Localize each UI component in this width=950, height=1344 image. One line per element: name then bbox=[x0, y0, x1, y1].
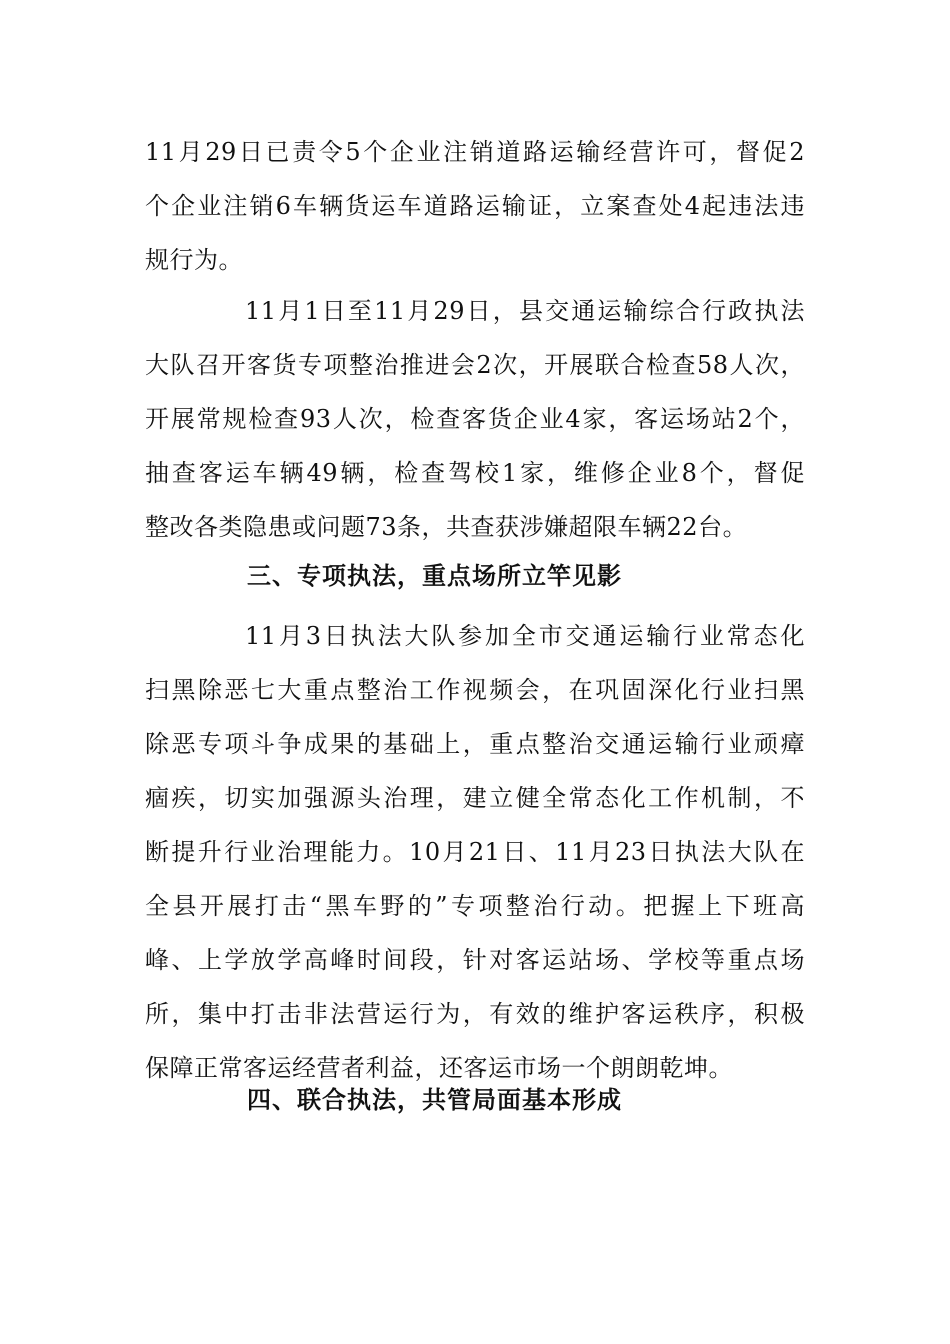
section-heading-4: 四、联合执法，共管局面基本形成 bbox=[247, 1086, 622, 1114]
paragraph-2 bbox=[145, 284, 805, 554]
paragraph-line: 扫黑除恶七大重点整治工作视频会，在巩固深化行业扫黑 bbox=[145, 676, 805, 704]
paragraph-line: 保障正常客运经营者利益，还客运市场一个朗朗乾坤。 bbox=[145, 1054, 733, 1082]
paragraph-line: 个企业注销6车辆货运车道路运输证，立案查处4起违法违 bbox=[145, 192, 805, 220]
paragraph-line: 大队召开客货专项整治推进会2次，开展联合检查58人次， bbox=[145, 351, 805, 379]
paragraph-line: 开展常规检查93人次，检查客货企业4家，客运场站2个， bbox=[145, 405, 805, 433]
paragraph-line: 痼疾，切实加强源头治理，建立健全常态化工作机制，不 bbox=[145, 784, 805, 812]
paragraph-line: 规行为。 bbox=[145, 246, 243, 274]
paragraph-line: 峰、上学放学高峰时间段，针对客运站场、学校等重点场 bbox=[145, 946, 805, 974]
paragraph-line: 断提升行业治理能力。10月21日、11月23日执法大队在 bbox=[145, 838, 805, 866]
paragraph-line: 整改各类隐患或问题73条，共查获涉嫌超限车辆22台。 bbox=[145, 513, 748, 541]
paragraph-line: 抽查客运车辆49辆，检查驾校1家，维修企业8个，督促 bbox=[145, 459, 805, 487]
paragraph-3 bbox=[145, 609, 805, 1095]
paragraph-line: 11月29日已责令5个企业注销道路运输经营许可，督促2 bbox=[145, 138, 805, 166]
paragraph-1 bbox=[145, 125, 805, 287]
paragraph-line: 11月1日至11月29日，县交通运输综合行政执法 bbox=[245, 297, 805, 325]
paragraph-line: 全县开展打击“黑车野的”专项整治行动。把握上下班高 bbox=[145, 892, 805, 920]
paragraph-line: 除恶专项斗争成果的基础上，重点整治交通运输行业顽瘴 bbox=[145, 730, 805, 758]
paragraph-line: 11月3日执法大队参加全市交通运输行业常态化 bbox=[245, 622, 805, 650]
section-heading-3: 三、专项执法，重点场所立竿见影 bbox=[247, 562, 622, 590]
paragraph-line: 所，集中打击非法营运行为，有效的维护客运秩序，积极 bbox=[145, 1000, 805, 1028]
